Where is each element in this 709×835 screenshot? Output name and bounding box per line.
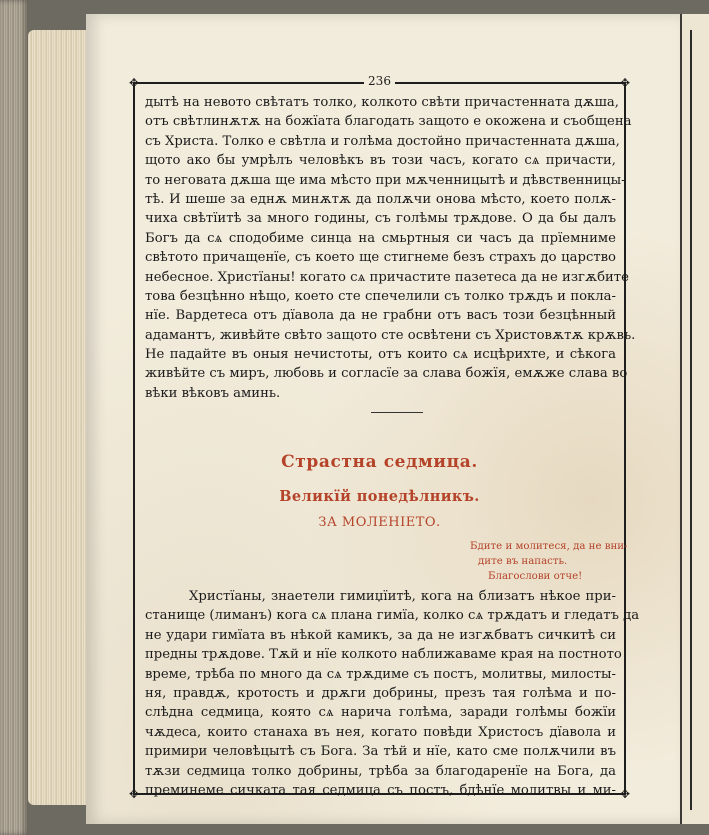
- top-paragraph: [145, 93, 636, 403]
- epigraph-line: Бдите и молитеся, да не вни-: [470, 541, 628, 552]
- text-line: тѣ. И шеше за еднѫ минѫтѫ да полѫчи онова мѣсто, което полѫ-: [145, 191, 616, 207]
- text-line: щото ако бы умрѣлъ человѣкъ въ този часъ, когато сѧ причасти,: [145, 153, 616, 169]
- page-number: 236: [135, 74, 624, 88]
- text-line: вѣки вѣковъ аминь.: [145, 385, 281, 401]
- text-line: то неговата дѫша ще има мѣсто при мѫченницытѣ и дѣвственницы-: [145, 172, 626, 188]
- text-line: чиха свѣтїитѣ за много годины, съ голѣмы трѫдове. О да бы далъ: [145, 211, 616, 227]
- text-line: слѣдна седмица, която сѧ нарича голѣма, заради голѣмы божїи: [145, 705, 616, 721]
- text-line: време, трѣба по много да сѧ трѫдиме съ постъ, молитвы, милосты-: [145, 666, 616, 682]
- text-line: примири человѣцытѣ съ Бога. За тѣй и нїе, като сме полѫчили въ: [145, 744, 616, 760]
- text-line: това безцѣнно нѣщо, което сте спечелили съ толко трѫдъ и покла-: [145, 288, 616, 304]
- section-divider: [371, 412, 423, 413]
- text-line: ня, правдѫ, кротость и дрѫги добрины, презъ тая голѣма и по-: [145, 685, 616, 701]
- text-line: чѫдеса, които станаха въ нея, когато повѣди Христосъ дїавола и: [145, 724, 616, 740]
- bottom-paragraph: [145, 587, 640, 800]
- text-line: небесное. Христїаны! когато сѧ причастите пазетеса да не изгѫбите: [145, 269, 629, 285]
- corner-ornament-icon: ✥: [619, 787, 631, 801]
- text-line: Не падайте въ оныя нечистоты, отъ които сѧ исцѣрихте, и сѣкога: [145, 347, 616, 363]
- book-page: [86, 14, 680, 824]
- text-line: живѣйте съ миръ, любовь и согласїе за слава божїя, емѫже слава во: [145, 366, 628, 382]
- text-line: отъ свѣтлинѫтѫ на божїата благодать защото е окожена и съобщена: [145, 114, 632, 130]
- text-line: тѫзи седмица толко добрины, трѣба за благодаренїе на Бога, да: [145, 763, 616, 779]
- text-line: предны трѫдове. Тѫй и нїе колкото наближаваме края на постното: [145, 647, 622, 663]
- epigraph-line: дите въ напасть.: [478, 556, 568, 567]
- facing-page-frame-rule: [690, 30, 692, 810]
- text-line: не удари гимїата въ нѣкой камикъ, за да не изгѫбватъ сичкитѣ си: [145, 627, 616, 643]
- text-line: адамантъ, живѣйте свѣто защото сте освѣтени съ Христовѫтѫ крѫвь.: [145, 327, 636, 343]
- book-cover-edge: [0, 0, 28, 835]
- text-line: Богъ да сѧ сподобиме синца на смьртныя си часъ да прїемниме: [145, 230, 616, 246]
- facing-page-edge: [680, 14, 709, 824]
- corner-ornament-icon: ✥: [128, 76, 140, 90]
- epigraph: [470, 539, 628, 584]
- text-line: съ Христа. Толко е свѣтла и голѣма достойно причастенната дѫша,: [145, 133, 620, 149]
- chapter-subtitle: Великїй понедѣлникъ.: [279, 488, 480, 505]
- text-line: Христїаны, знаетели гимиџїитѣ, кога на близатъ нѣкое при-: [189, 589, 616, 604]
- corner-ornament-icon: ✥: [128, 787, 140, 801]
- text-line: дытѣ на невото свѣтатъ толко, колкото свѣти причастенната дѫша,: [145, 95, 619, 110]
- text-line: станище (лиманъ) кога сѧ плана гимїа, колко сѧ трѫдатъ и гледатъ да: [145, 608, 640, 624]
- section-heading: ЗА МОЛЕНIЕТО.: [318, 515, 441, 530]
- text-line: нїе. Вардетеса отъ дїавола да не грабни отъ васъ този безцѣнный: [145, 308, 616, 324]
- text-line: свѣтото причащенїе, съ което ще стигнеме безъ страхъ до царство: [145, 250, 616, 266]
- text-line: преминеме сичката тая седмица съ постъ, бдѣнїе молитвы и ми-: [145, 782, 616, 798]
- chapter-title: Страстна седмица.: [281, 452, 478, 472]
- page-frame: [128, 74, 640, 801]
- corner-ornament-icon: ✥: [619, 76, 631, 90]
- page-stack-edge: [28, 30, 86, 805]
- epigraph-line: Благослови отче!: [488, 571, 583, 582]
